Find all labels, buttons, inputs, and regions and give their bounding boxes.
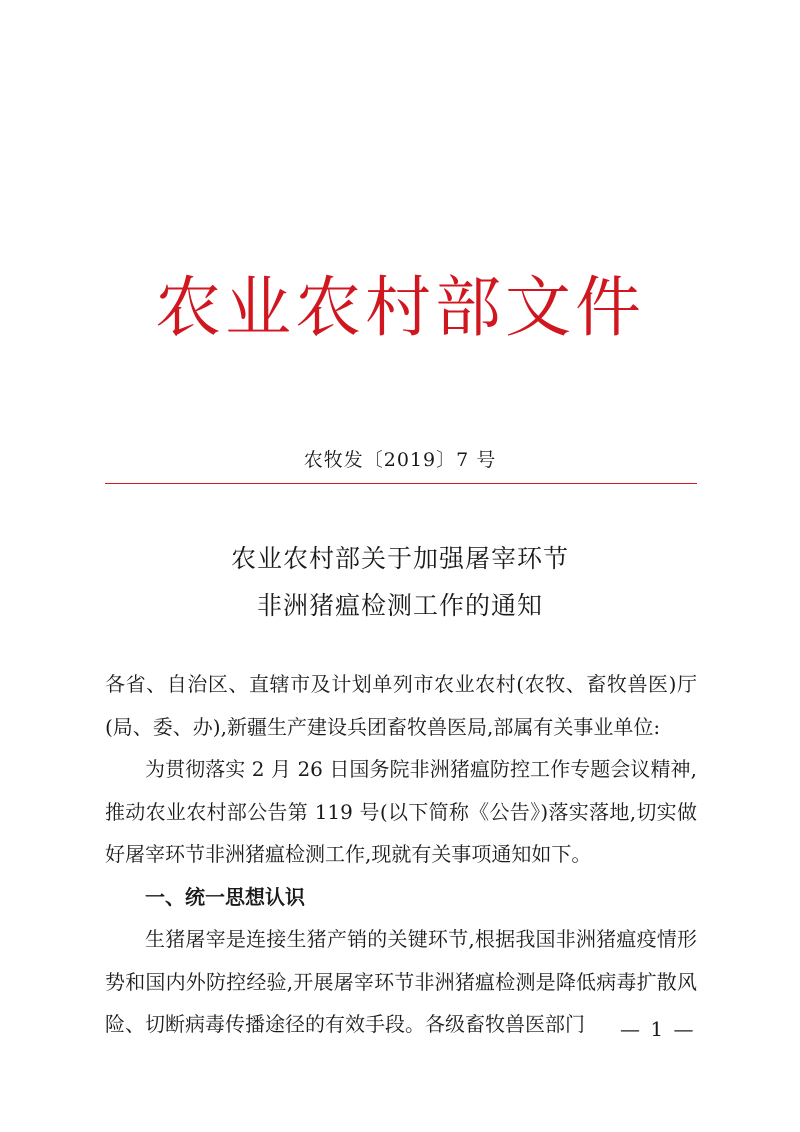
- red-divider-line: [105, 483, 697, 484]
- section-heading-1: 一、统一思想认识: [145, 884, 305, 909]
- notice-title-line-2: 非洲猪瘟检测工作的通知: [256, 591, 543, 620]
- section-1-paragraph: 生猪屠宰是连接生猪产销的关键环节,根据我国非洲猪瘟疫情形势和国内外防控经验,开展屠宰环节非洲猪瘟检测是降低病毒扩散风险、切断病毒传播途径的有效手段。各级畜牧兽医部门: [105, 927, 697, 1036]
- intro-paragraph: 为贯彻落实 2 月 26 日国务院非洲猪瘟防控工作专题会议精神,推动农业农村部公告第 119 号(以下简称《公告》)落实落地,切实做好屠宰环节非洲猪瘟检测工作,现就有关事项通知如下。: [105, 757, 697, 866]
- page-number: — 1 —: [620, 1017, 696, 1041]
- masthead-title: 农业农村部文件: [155, 269, 645, 346]
- addressee-paragraph: 各省、自治区、直辖市及计划单列市农业农村(农牧、畜牧兽医)厅(局、委、办),新疆生产建设兵团畜牧兽医局,部属有关事业单位:: [105, 672, 697, 739]
- document-number: 农牧发〔2019〕7 号: [303, 449, 497, 471]
- notice-title-line-1: 农业农村部关于加强屠宰环节: [230, 544, 569, 573]
- notice-body: [105, 663, 697, 1046]
